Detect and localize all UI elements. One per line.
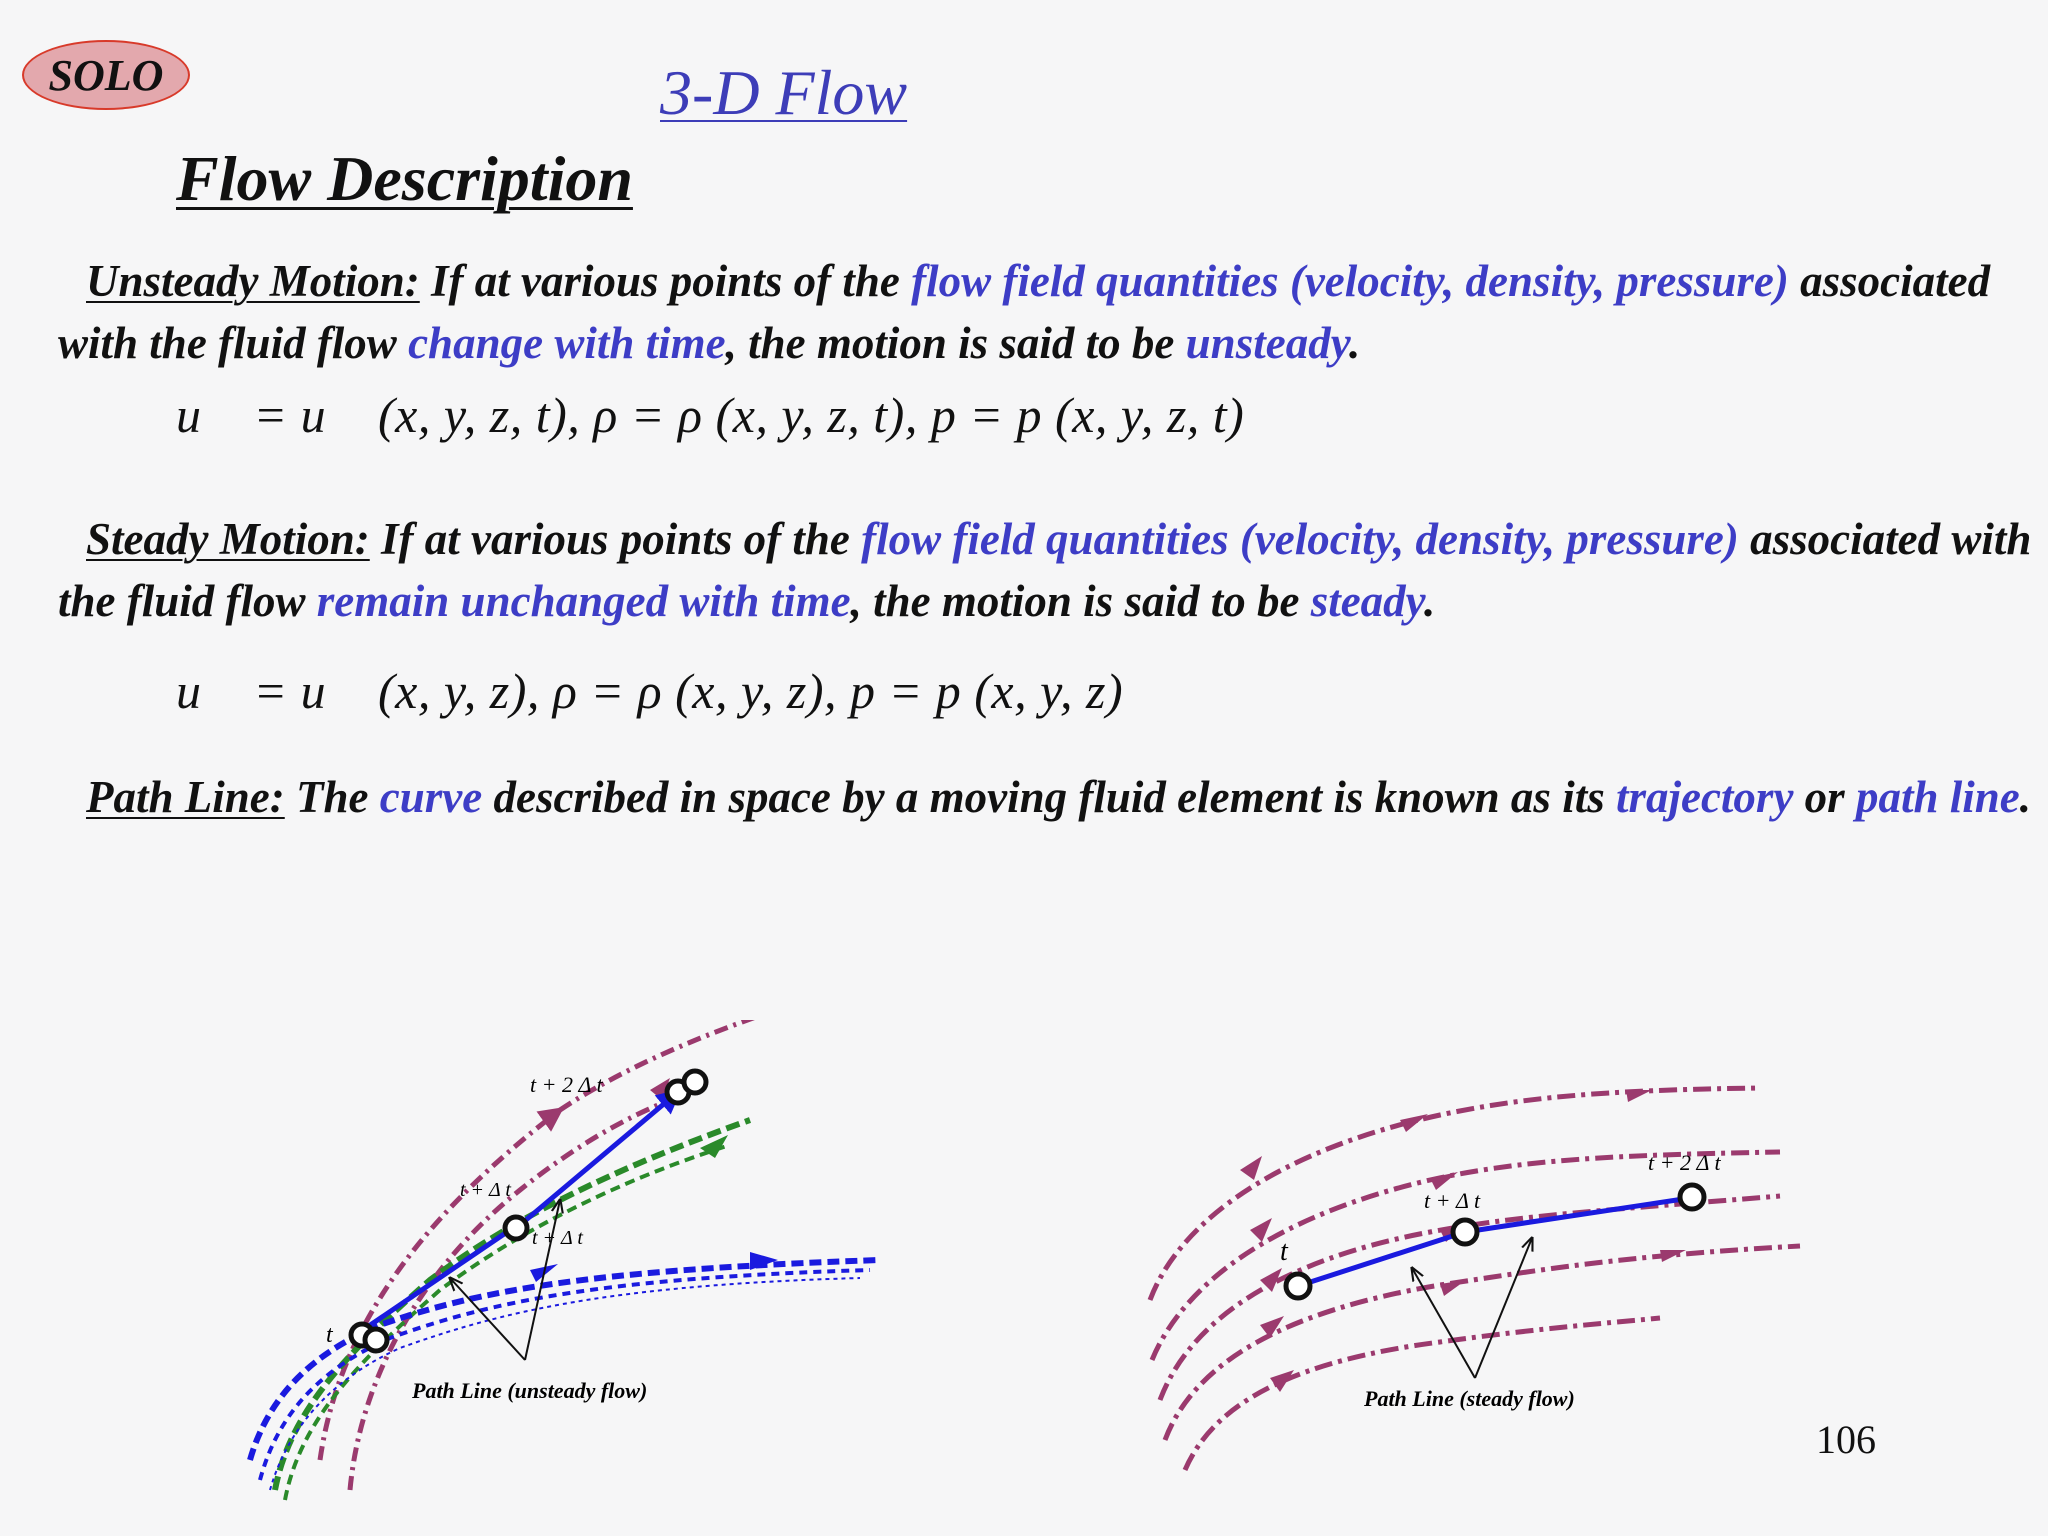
- steady-highlight-3: steady: [1310, 576, 1424, 626]
- steady-flow-diagram: [1140, 1060, 1820, 1480]
- section-title: Flow Description: [176, 143, 633, 214]
- label-steady-t-dt: t + Δ t: [1424, 1188, 1481, 1213]
- path-line-text-4: .: [2019, 772, 2031, 822]
- position-marker-steady-t-2dt: [1680, 1185, 1704, 1209]
- arrowhead-s4-a: [1260, 1316, 1284, 1338]
- path-line-text-2: described in space by a moving fluid element is known as its: [482, 772, 1616, 822]
- path-line-highlight-2: trajectory: [1615, 772, 1794, 822]
- path-line-text-1: The: [284, 772, 380, 822]
- streamline-steady-2: [1152, 1152, 1780, 1360]
- path-line-highlight-3: path line: [1855, 772, 2020, 822]
- label-steady-t-2dt: t + 2 Δ t: [1648, 1150, 1721, 1175]
- caption-unsteady: Path Line (unsteady flow): [412, 1378, 648, 1403]
- unsteady-text-1: If at various points of the: [419, 256, 912, 306]
- steady-formula: u⃗ = u⃗ (x, y, z), ρ = ρ (x, y, z), p = p (x, y, z): [176, 663, 1124, 719]
- unsteady-motion-paragraph: [58, 250, 2038, 374]
- position-marker-steady-t-dt: [1453, 1220, 1477, 1244]
- unsteady-text-2: associated with the fluid flow: [58, 256, 1991, 368]
- label-steady-t: t: [1280, 1236, 1288, 1267]
- caption-steady: Path Line (steady flow): [1364, 1386, 1575, 1411]
- position-marker-t-2dt-b: [684, 1071, 706, 1093]
- arrowhead-s1-a: [1240, 1156, 1262, 1180]
- arrowhead-s4-c: [1660, 1250, 1686, 1262]
- path-line-segment-1: [360, 1230, 510, 1332]
- arrowhead-s5-a: [1270, 1370, 1294, 1392]
- steady-highlight-2: remain unchanged with time: [316, 576, 851, 626]
- path-line-term: Path Line:: [86, 772, 285, 822]
- page-number: 106: [1816, 1417, 1876, 1462]
- label-t-2dt: t + 2 Δ t: [530, 1072, 603, 1097]
- position-marker-t-dt: [505, 1217, 527, 1239]
- steady-text-4: .: [1423, 576, 1436, 626]
- steady-text-1: If at various points of the: [369, 514, 862, 564]
- path-line-text-3: or: [1793, 772, 1856, 822]
- unsteady-highlight-3: unsteady: [1185, 318, 1350, 368]
- unsteady-highlight-1: flow field quantities (velocity, density, pressure): [911, 256, 1789, 306]
- label-t: t: [326, 1322, 333, 1348]
- path-line-paragraph: [58, 766, 2038, 828]
- steady-highlight-1: flow field quantities (velocity, density, pressure): [861, 514, 1739, 564]
- path-line-steady-2: [1465, 1198, 1690, 1232]
- unsteady-flow-diagram: [230, 1020, 910, 1520]
- unsteady-highlight-2: change with time: [408, 318, 726, 368]
- position-marker-steady-t: [1286, 1274, 1310, 1298]
- label-t-dt-2: t + Δ t: [532, 1227, 583, 1249]
- steady-term: Steady Motion:: [86, 514, 370, 564]
- arrowhead-s1-b: [1400, 1114, 1428, 1132]
- steady-text-3: , the motion is said to be: [850, 576, 1311, 626]
- unsteady-text-4: .: [1349, 318, 1361, 368]
- position-marker-t-b: [365, 1329, 387, 1351]
- caption-pointer-steady-2: [1475, 1238, 1532, 1378]
- unsteady-term: Unsteady Motion:: [86, 256, 420, 306]
- unsteady-text-3: , the motion is said to be: [725, 318, 1186, 368]
- label-t-dt: t + Δ t: [460, 1179, 511, 1201]
- solo-logo: SOLO: [22, 40, 190, 110]
- streamline-blue-2: [260, 1270, 870, 1480]
- arrowhead-s1-c: [1626, 1090, 1652, 1102]
- slide-title: 3-D Flow: [660, 57, 908, 128]
- path-line-highlight-1: curve: [379, 772, 483, 822]
- unsteady-formula: u⃗ = u⃗ (x, y, z, t), ρ = ρ (x, y, z, t), p = p (x, y, z, t): [176, 387, 1245, 443]
- steady-motion-paragraph: [58, 508, 2038, 632]
- steady-text-2: associated with the fluid flow: [58, 514, 2032, 626]
